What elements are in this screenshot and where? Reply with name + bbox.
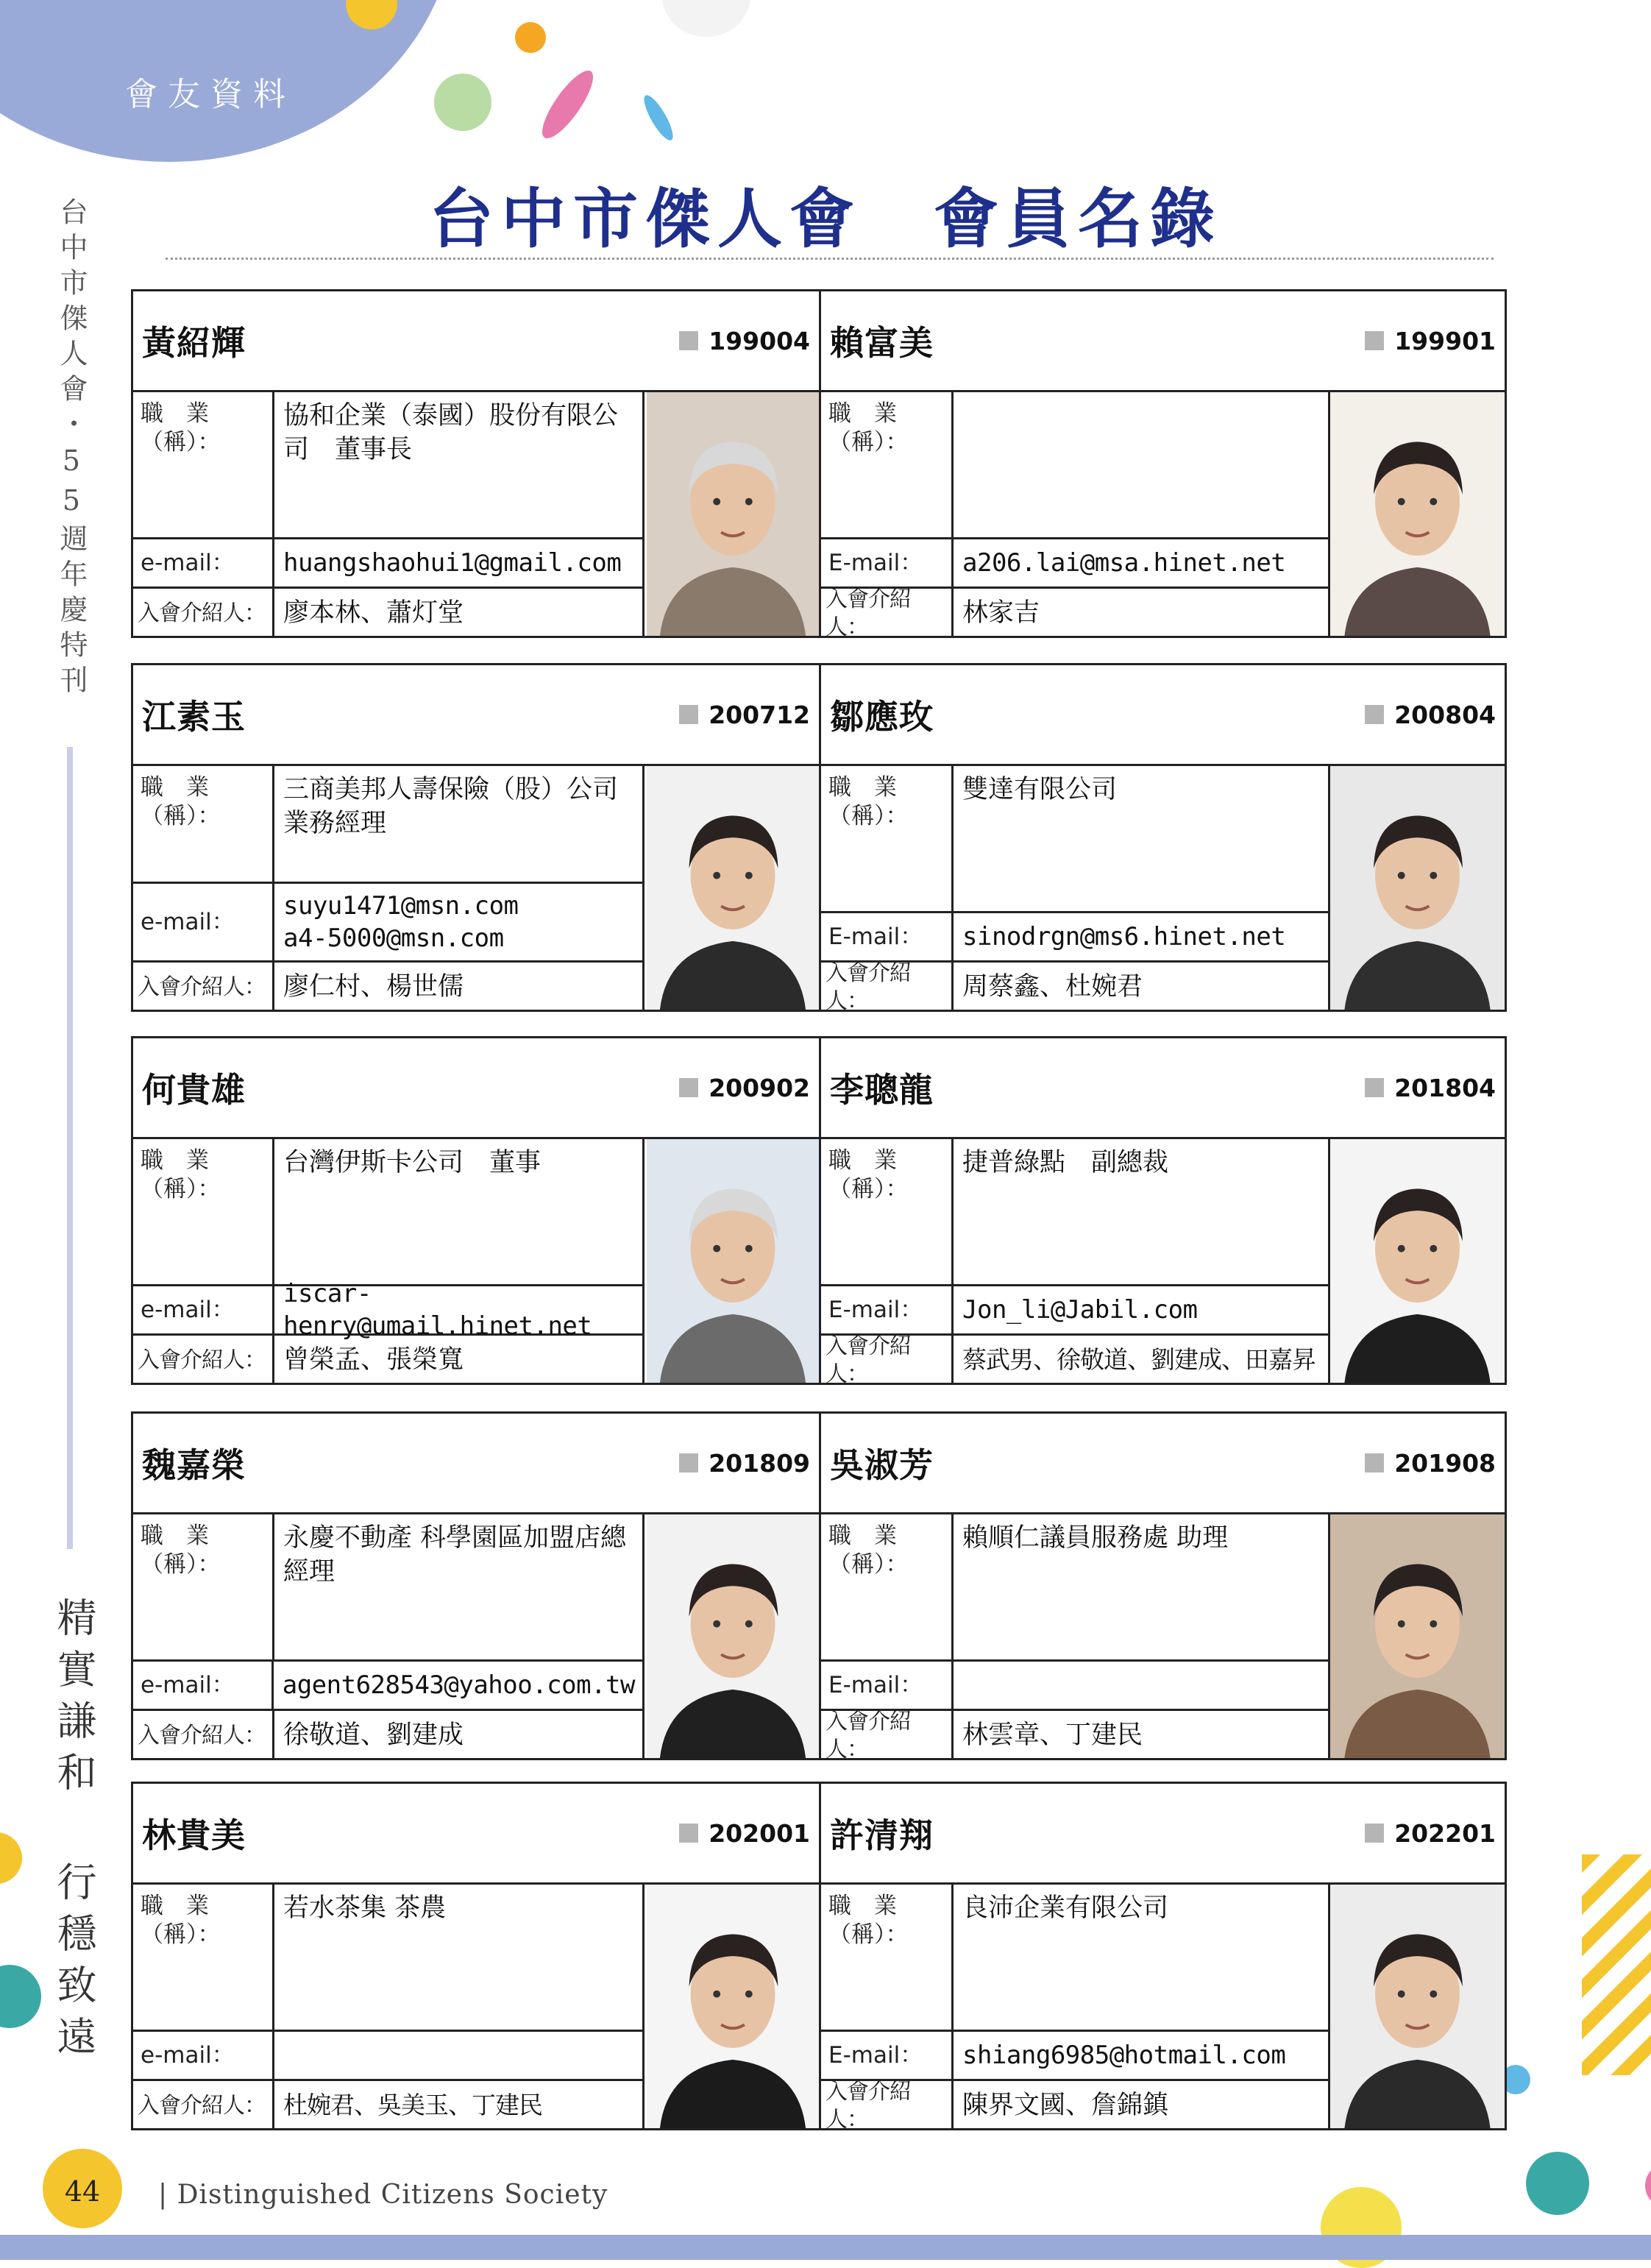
side-issue-title: 台中市傑人會・55週年慶特刊 [55,197,88,701]
member-referrer-row [133,963,642,1012]
member-referrer-row [821,2079,1328,2133]
member-name: 賴富美 [830,323,934,363]
left-teal-dot [0,1965,41,2028]
member-photo [647,1885,819,2128]
member-photo [647,392,819,636]
square-bullet-icon [679,705,698,724]
member-email-row [133,2032,642,2081]
white-circle [662,0,750,37]
green-dot [434,74,491,131]
portrait-image [1330,766,1505,1010]
referrer-label: 入會介紹人： [133,1711,274,1760]
email-label: E-mail： [821,2032,954,2079]
member-id: 199901 [1394,326,1496,355]
square-bullet-icon [679,331,698,350]
member-id: 199004 [709,326,810,355]
member-number [679,1074,810,1102]
member-body [821,392,1505,640]
member-number [679,327,810,355]
member-id: 202201 [1394,1818,1496,1848]
square-bullet-icon [679,1078,698,1097]
member-name: 黃紹輝 [142,323,246,363]
member-info [821,1885,1330,2133]
referrer-value: 廖本林、蕭灯堂 [283,598,464,628]
member-referrer-row [133,589,642,638]
member-referrer-row [133,2081,642,2130]
job-value: 永慶不動產 科學園區加盟店總經理 [283,1523,627,1587]
email-label: E-mail： [821,539,954,587]
member-row [131,1036,1507,1385]
email-value[interactable]: suyu1471@msn.com a4-5000@msn.com [283,890,519,953]
member-number [1365,1449,1496,1478]
job-label: 職 業 （稱）： [821,766,954,911]
member-info [821,392,1330,640]
member-number [1365,1819,1496,1848]
member-row [131,1411,1507,1760]
email-value[interactable]: Jon_li@Jabil.com [962,1294,1198,1325]
portrait-image [647,1139,819,1383]
email-value[interactable]: huangshaohui1@gmail.com [283,547,622,578]
email-label: e-mail： [133,1662,274,1709]
member-photo [1330,392,1505,636]
member-referrer-row [821,1333,1328,1387]
member-info [821,766,1330,1014]
job-value: 雙達有限公司 [962,775,1118,804]
email-value[interactable]: iscar-henry@umail.hinet.net [283,1278,592,1341]
member-job-row [821,1885,1328,2032]
referrer-value: 廖仁村、楊世儒 [283,971,464,1002]
member-header [821,1038,1505,1139]
member-number [679,1449,810,1478]
member-number [679,701,810,729]
member-email-row [821,1662,1328,1711]
member-photo [647,1514,819,1758]
member-referrer-row [133,1711,642,1760]
member-card [133,1784,819,2128]
portrait-image [1330,1885,1505,2128]
side-divider [67,747,73,1549]
member-number [1365,327,1496,355]
member-card [819,1038,1505,1387]
square-bullet-icon [1365,1824,1384,1843]
member-id: 200712 [709,700,810,729]
referrer-value: 蔡武男、徐敬道、劉建成、田嘉昇 [962,1345,1316,1375]
member-name: 鄒應玫 [830,697,934,737]
member-info [133,1139,645,1383]
member-card [133,1038,819,1383]
member-id: 200902 [709,1073,810,1102]
job-value [954,392,1328,537]
member-info [133,1514,645,1758]
member-email-row [821,913,1328,963]
member-card [819,291,1505,640]
portrait-image [1330,1139,1505,1383]
member-referrer-row [821,1711,1328,1760]
member-info [133,766,645,1010]
portrait-image [647,392,819,636]
referrer-label: 入會介紹人： [821,1711,954,1760]
member-email-row [133,1662,642,1711]
member-card [133,665,819,1010]
job-value: 賴順仁議員服務處 助理 [962,1523,1229,1553]
referrer-value: 杜婉君、吳美玉、丁建民 [283,2091,542,2120]
member-number [1365,701,1496,729]
email-label: e-mail： [133,2032,274,2079]
job-label: 職 業 （稱）： [133,766,274,882]
referrer-label: 入會介紹人： [821,2081,954,2130]
job-label: 職 業 （稱）： [133,1514,274,1659]
page-title: 台中市傑人會 會員名錄 [428,180,1222,257]
job-value: 三商美邦人壽保險（股）公司業務經理 [283,775,619,838]
member-id: 201809 [709,1448,810,1478]
member-job-row [821,1139,1328,1286]
member-photo [1330,766,1505,1010]
member-card [133,1414,819,1758]
member-info [821,1514,1330,1762]
member-body [133,1139,819,1383]
member-job-row [821,766,1328,913]
job-label: 職 業 （稱）： [133,1885,274,2030]
portrait-image [1330,392,1505,636]
member-email-row [133,1278,642,1341]
member-number [1365,1074,1496,1102]
referrer-value: 林家吉 [962,598,1040,628]
member-photo [1330,1139,1505,1383]
referrer-label: 入會介紹人： [133,963,274,1012]
square-bullet-icon [679,1824,698,1843]
square-bullet-icon [1365,1078,1384,1097]
square-bullet-icon [1365,331,1384,350]
member-referrer-row [821,589,1328,638]
side-motto: 精實謙和 行穩致遠 [51,1597,97,2067]
right-pink-dot [1645,2164,1651,2208]
job-value: 協和企業（泰國）股份有限公司 董事長 [283,401,619,464]
member-body [133,392,819,636]
email-value[interactable]: a206.lai@msa.hinet.net [962,547,1286,578]
portrait-image [647,1885,819,2128]
referrer-value: 徐敬道、劉建成 [283,1720,464,1750]
member-header [133,291,819,392]
job-label: 職 業 （稱）： [133,1139,274,1284]
member-body [133,766,819,1010]
email-value[interactable]: sinodrgn@ms6.hinet.net [962,921,1286,952]
job-label: 職 業 （稱）： [821,1139,954,1284]
portrait-image [647,766,819,1010]
member-email-row [821,2032,1328,2081]
member-header [821,1414,1505,1514]
member-header [821,1784,1505,1885]
referrer-label: 入會介紹人： [821,1336,954,1385]
member-name: 江素玉 [142,697,246,737]
member-photo [1330,1514,1505,1758]
member-email-row [821,539,1328,589]
member-body [821,766,1505,1014]
email-label: E-mail： [821,913,954,960]
member-name: 林貴美 [142,1815,246,1855]
member-info [133,1885,645,2128]
footer-society-name: | Distinguished Citizens Society [158,2180,608,2210]
member-photo [1330,1885,1505,2128]
referrer-label: 入會介紹人： [821,963,954,1012]
member-name: 吳淑芳 [830,1445,934,1485]
member-card [819,1414,1505,1762]
member-email-row [133,884,642,963]
left-yellow-dot [0,1832,22,1884]
referrer-label: 入會介紹人： [133,589,274,638]
member-number [679,1819,810,1848]
member-email-row [133,539,642,589]
job-label: 職 業 （稱）： [821,1885,954,2030]
email-value[interactable]: shiang6985@hotmail.com [962,2040,1286,2070]
referrer-label: 入會介紹人： [821,589,954,638]
email-label: e-mail： [133,1286,274,1333]
email-label: E-mail： [821,1662,954,1709]
referrer-label: 入會介紹人： [133,1336,274,1385]
pink-petal [534,64,601,145]
member-header [821,291,1505,392]
member-job-row [821,392,1328,539]
member-job-row [133,1139,642,1286]
email-label: E-mail： [821,1286,954,1333]
member-job-row [821,1514,1328,1662]
stripe-decoration [1582,1854,1651,2075]
email-label: e-mail： [133,884,274,960]
job-label: 職 業 （稱）： [133,392,274,537]
email-label: e-mail： [133,539,274,587]
page-number: 44 [64,2175,101,2208]
portrait-image [1330,1514,1505,1758]
member-body [821,1514,1505,1762]
member-id: 201908 [1394,1448,1496,1478]
member-id: 202001 [709,1818,810,1848]
yellow-dot-small [515,22,546,53]
job-value: 若水茶集 茶農 [283,1893,447,1923]
member-header [133,1414,819,1514]
referrer-value: 曾榮孟、張榮寬 [283,1344,464,1375]
portrait-image [647,1514,819,1758]
member-header [133,1038,819,1139]
member-header [133,1784,819,1885]
member-body [821,1139,1505,1387]
referrer-label: 入會介紹人： [133,2081,274,2130]
blue-petal [639,92,678,144]
member-job-row [133,766,642,884]
job-value: 捷普綠點 副總裁 [962,1148,1169,1177]
member-email-row [821,1286,1328,1336]
referrer-value: 陳界文國、詹錦鎮 [962,2090,1169,2120]
email-value[interactable]: agent628543@yahoo.com.tw [282,1670,635,1700]
email-value[interactable] [954,1662,1328,1709]
job-value: 台灣伊斯卡公司 董事 [283,1148,542,1177]
member-name: 李聰龍 [830,1070,934,1110]
member-header [133,665,819,766]
member-body [133,1514,819,1758]
member-card [133,291,819,636]
job-label: 職 業 （稱）： [821,392,954,537]
referrer-value: 林雲章、丁建民 [962,1720,1143,1750]
referrer-value: 周蔡鑫、杜婉君 [962,971,1143,1002]
section-label: 會友資料 [125,76,296,113]
member-photo [647,766,819,1010]
right-teal-dot [1526,2152,1589,2215]
member-card [819,1784,1505,2133]
member-id: 201804 [1394,1073,1496,1102]
title-divider [166,258,1494,260]
member-photo [647,1139,819,1383]
member-card [819,665,1505,1014]
member-row [131,663,1507,1012]
square-bullet-icon [1365,705,1384,724]
footer-bar [0,2235,1651,2260]
member-job-row [133,1514,642,1662]
member-referrer-row [821,960,1328,1014]
member-body [821,1885,1505,2133]
member-job-row [133,1885,642,2032]
member-name: 何貴雄 [142,1070,246,1110]
job-value: 良沛企業有限公司 [962,1893,1169,1923]
member-name: 許清翔 [830,1815,934,1855]
member-info [133,392,645,636]
square-bullet-icon [1365,1453,1384,1473]
square-bullet-icon [679,1453,698,1473]
member-id: 200804 [1394,700,1496,729]
member-job-row [133,392,642,539]
job-label: 職 業 （稱）： [821,1514,954,1659]
member-referrer-row [133,1336,642,1385]
member-info [821,1139,1330,1387]
member-row [131,289,1507,638]
member-body [133,1885,819,2128]
member-name: 魏嘉榮 [142,1445,246,1485]
member-row [131,1782,1507,2133]
member-header [821,665,1505,766]
email-value[interactable] [274,2032,642,2079]
